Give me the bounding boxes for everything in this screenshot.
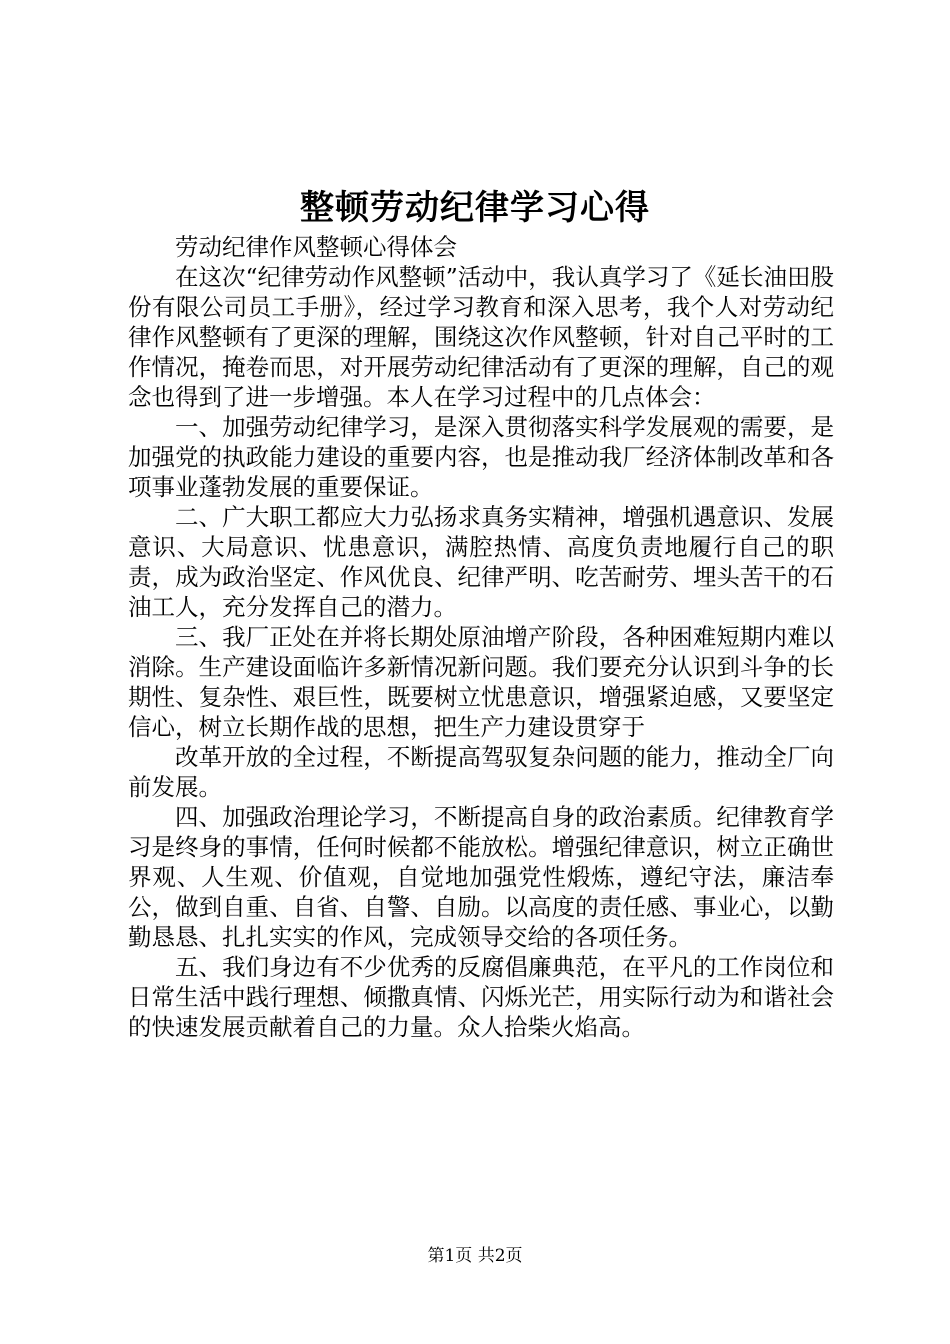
- paragraph-point-3: 三、我厂正处在并将长期处原油增产阶段，各种困难短期内难以消除。生产建设面临许多新情况新问题。我们要充分认识到斗争的长期性、复杂性、艰巨性，既要树立忧患意识，增强紧迫感，又要坚定信心，树立长期作战的思想，把生产力建设贯穿于: [128, 623, 834, 741]
- paragraph-point-5: 五、我们身边有不少优秀的反腐倡廉典范，在平凡的工作岗位和日常生活中践行理想、倾撒真情、闪烁光芒，用实际行动为和谐社会的快速发展贡献着自己的力量。众人拾柴火焰高。: [128, 953, 834, 1041]
- paragraph-point-1: 一、加强劳动纪律学习，是深入贯彻落实科学发展观的需要，是加强党的执政能力建设的重要内容，也是推动我厂经济体制改革和各项事业蓬勃发展的重要保证。: [128, 413, 834, 501]
- page-number-footer: 第1页 共2页: [427, 1246, 523, 1266]
- paragraph-intro: 在这次“纪律劳动作风整顿”活动中，我认真学习了《延长油田股份有限公司员工手册》，经过学习教育和深入思考，我个人对劳动纪律作风整顿有了更深的理解，围绕这次作风整顿，针对自己平时的工作情况，掩卷而思，对开展劳动纪律活动有了更深的理解，自己的观念也得到了进一步增强。本人在学习过程中的几点体会：: [128, 263, 834, 411]
- document-subtitle: 劳动纪律作风整顿心得体会: [175, 233, 457, 261]
- document-title: 整顿劳动纪律学习心得: [300, 188, 650, 228]
- paragraph-point-2: 二、广大职工都应大力弘扬求真务实精神，增强机遇意识、发展意识、大局意识、忧患意识，满腔热情、高度负责地履行自己的职责，成为政治坚定、作风优良、纪律严明、吃苦耐劳、埋头苦干的石油工人，充分发挥自己的潜力。: [128, 503, 834, 621]
- paragraph-point-3-continued: 改革开放的全过程，不断提高驾驭复杂问题的能力，推动全厂向前发展。: [128, 743, 834, 801]
- document-body: [128, 232, 834, 1042]
- paragraph-point-4: 四、加强政治理论学习，不断提高自身的政治素质。纪律教育学习是终身的事情，任何时候都不能放松。增强纪律意识，树立正确世界观、人生观、价值观，自觉地加强党性煅炼，遵纪守法，廉洁奉公，做到自重、自省、自警、自励。以高度的责任感、事业心，以勤勤恳恳、扎扎实实的作风，完成领导交给的各项任务。: [128, 803, 834, 951]
